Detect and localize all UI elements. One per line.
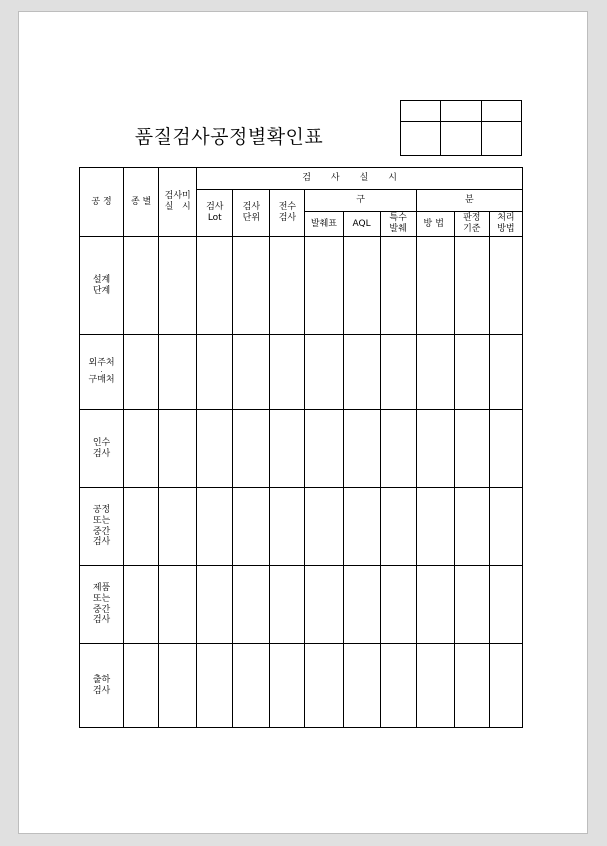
header-inspection-lot [197,190,233,237]
header-not-inspected-line1: 검사미 [164,191,191,202]
cell-type[interactable] [124,644,159,728]
approval-cell-bottom-3[interactable] [482,122,521,155]
cell-judgement-criteria[interactable] [454,488,489,566]
cell-inspection-lot[interactable] [197,488,233,566]
cell-type[interactable] [124,488,159,566]
row-label-acceptance-inspection [80,410,124,488]
table-header [80,168,523,237]
cell-handling-method[interactable] [489,644,522,728]
approval-cell-top-2[interactable] [441,101,481,121]
cell-inspection-unit[interactable] [233,335,270,410]
header-judgement-criteria-line1: 판정 [463,213,481,224]
cell-inspection-lot[interactable] [197,410,233,488]
cell-inspection-unit[interactable] [233,644,270,728]
header-inspection-lot-line2: Lot [207,213,222,223]
header-process: 공 정 [80,168,124,237]
header-full-inspection-line2: 검사 [278,213,297,223]
cell-judgement-criteria[interactable] [454,335,489,410]
cell-inspection-lot[interactable] [197,335,233,410]
row-label-line: 또는 [92,593,111,604]
header-special-sampling-line2: 발췌 [389,224,407,234]
table-row [80,410,523,488]
row-label-shipping-inspection [80,644,124,728]
approval-stamp-box[interactable] [400,100,522,156]
cell-inspection-lot[interactable] [197,566,233,644]
row-label-line: 제품 [92,583,111,594]
cell-inspection-unit[interactable] [233,566,270,644]
row-label-design-stage [80,237,124,335]
cell-method[interactable] [416,644,454,728]
row-label-separator-dot: · [100,367,103,376]
header-inspection-lot-line1: 검사 [206,202,224,213]
cell-special-sampling[interactable] [380,237,416,335]
header-inspection-unit [233,190,270,237]
header-judgement-criteria [454,212,489,237]
header-handling-method [489,212,522,237]
cell-special-sampling[interactable] [380,644,416,728]
header-judgement-criteria-line2: 기준 [463,224,481,234]
cell-sampling-table[interactable] [305,566,343,644]
cell-handling-method[interactable] [489,335,522,410]
cell-special-sampling[interactable] [380,488,416,566]
cell-sampling-table[interactable] [305,644,343,728]
row-label-line: 검사 [92,685,111,696]
header-gu: 구 [305,190,416,212]
inspection-process-table [79,167,523,728]
cell-inspection-lot[interactable] [197,237,233,335]
header-full-inspection-line1: 전수 [278,202,297,213]
row-label-line: 검사 [92,448,111,459]
cell-handling-method[interactable] [489,566,522,644]
approval-row-bottom [401,122,521,155]
cell-special-sampling[interactable] [380,410,416,488]
cell-aql[interactable] [343,566,380,644]
cell-inspection-lot[interactable] [197,644,233,728]
cell-method[interactable] [416,237,454,335]
header-type: 종 별 [124,168,159,237]
cell-type[interactable] [124,237,159,335]
cell-sampling-table[interactable] [305,237,343,335]
table-row [80,488,523,566]
document-page [18,11,588,834]
cell-not-inspected[interactable] [159,335,197,410]
row-label-line: 단계 [92,285,111,296]
header-special-sampling [380,212,416,237]
approval-cell-top-3[interactable] [482,101,521,121]
cell-handling-method[interactable] [489,488,522,566]
cell-handling-method[interactable] [489,410,522,488]
row-label-supplier-vendor [80,335,124,410]
header-inspection-performed: 검사실시 [197,168,523,190]
page-title: 품질검사공정별확인표 [134,126,324,148]
cell-type[interactable] [124,566,159,644]
row-label-line: 구매처 [88,375,115,386]
cell-full-inspection[interactable] [270,237,305,335]
row-label-product-or-intermediate-inspection [80,566,124,644]
cell-full-inspection[interactable] [270,566,305,644]
cell-not-inspected[interactable] [159,488,197,566]
header-not-inspected-line2: 실 시 [164,202,191,212]
header-aql: AQL [343,212,380,237]
cell-type[interactable] [124,410,159,488]
cell-not-inspected[interactable] [159,237,197,335]
header-inspection-unit-line1: 검사 [242,202,261,213]
cell-judgement-criteria[interactable] [454,410,489,488]
approval-row-top [401,101,521,122]
row-label-line: 중간 [92,604,111,615]
header-not-inspected [159,168,197,237]
cell-method[interactable] [416,488,454,566]
cell-full-inspection[interactable] [270,410,305,488]
header-special-sampling-line1: 특수 [389,213,407,224]
row-label-line: 인수 [92,437,111,448]
header-handling-method-line1: 처리 [497,213,515,224]
cell-special-sampling[interactable] [380,566,416,644]
cell-inspection-unit[interactable] [233,237,270,335]
row-label-line: 검사 [92,537,111,548]
cell-inspection-unit[interactable] [233,488,270,566]
header-method: 방법 [416,212,454,237]
header-handling-method-line2: 방법 [497,224,515,234]
cell-not-inspected[interactable] [159,410,197,488]
table-row [80,237,523,335]
cell-full-inspection[interactable] [270,488,305,566]
table-body [80,237,523,728]
cell-method[interactable] [416,566,454,644]
cell-sampling-table[interactable] [305,335,343,410]
cell-aql[interactable] [343,335,380,410]
cell-judgement-criteria[interactable] [454,237,489,335]
header-full-inspection [270,190,305,237]
cell-full-inspection[interactable] [270,644,305,728]
cell-sampling-table[interactable] [305,410,343,488]
row-label-line: 출하 [92,674,111,685]
header-row-band [80,168,523,190]
table-row [80,566,523,644]
header-sampling-table: 발췌표 [305,212,343,237]
row-label-line: 설계 [92,274,111,285]
table-row [80,335,523,410]
cell-sampling-table[interactable] [305,488,343,566]
header-bun: 분 [416,190,522,212]
table-row [80,644,523,728]
cell-aql[interactable] [343,488,380,566]
approval-cell-top-1[interactable] [401,101,441,121]
cell-not-inspected[interactable] [159,566,197,644]
cell-full-inspection[interactable] [270,335,305,410]
cell-judgement-criteria[interactable] [454,644,489,728]
cell-judgement-criteria[interactable] [454,566,489,644]
cell-inspection-unit[interactable] [233,410,270,488]
header-inspection-unit-line2: 단위 [242,213,261,223]
cell-method[interactable] [416,410,454,488]
cell-type[interactable] [124,335,159,410]
row-label-line: 외주처 [88,358,115,369]
row-label-process-or-intermediate-inspection [80,488,124,566]
row-label-line: 또는 [92,515,111,526]
cell-aql[interactable] [343,410,380,488]
cell-not-inspected[interactable] [159,644,197,728]
cell-special-sampling[interactable] [380,335,416,410]
approval-cell-bottom-2[interactable] [441,122,481,155]
row-label-line: 검사 [92,615,111,626]
row-label-line: 중간 [92,526,111,537]
approval-cell-bottom-1[interactable] [401,122,441,155]
cell-aql[interactable] [343,237,380,335]
cell-handling-method[interactable] [489,237,522,335]
cell-aql[interactable] [343,644,380,728]
cell-method[interactable] [416,335,454,410]
row-label-line: 공정 [92,505,111,516]
